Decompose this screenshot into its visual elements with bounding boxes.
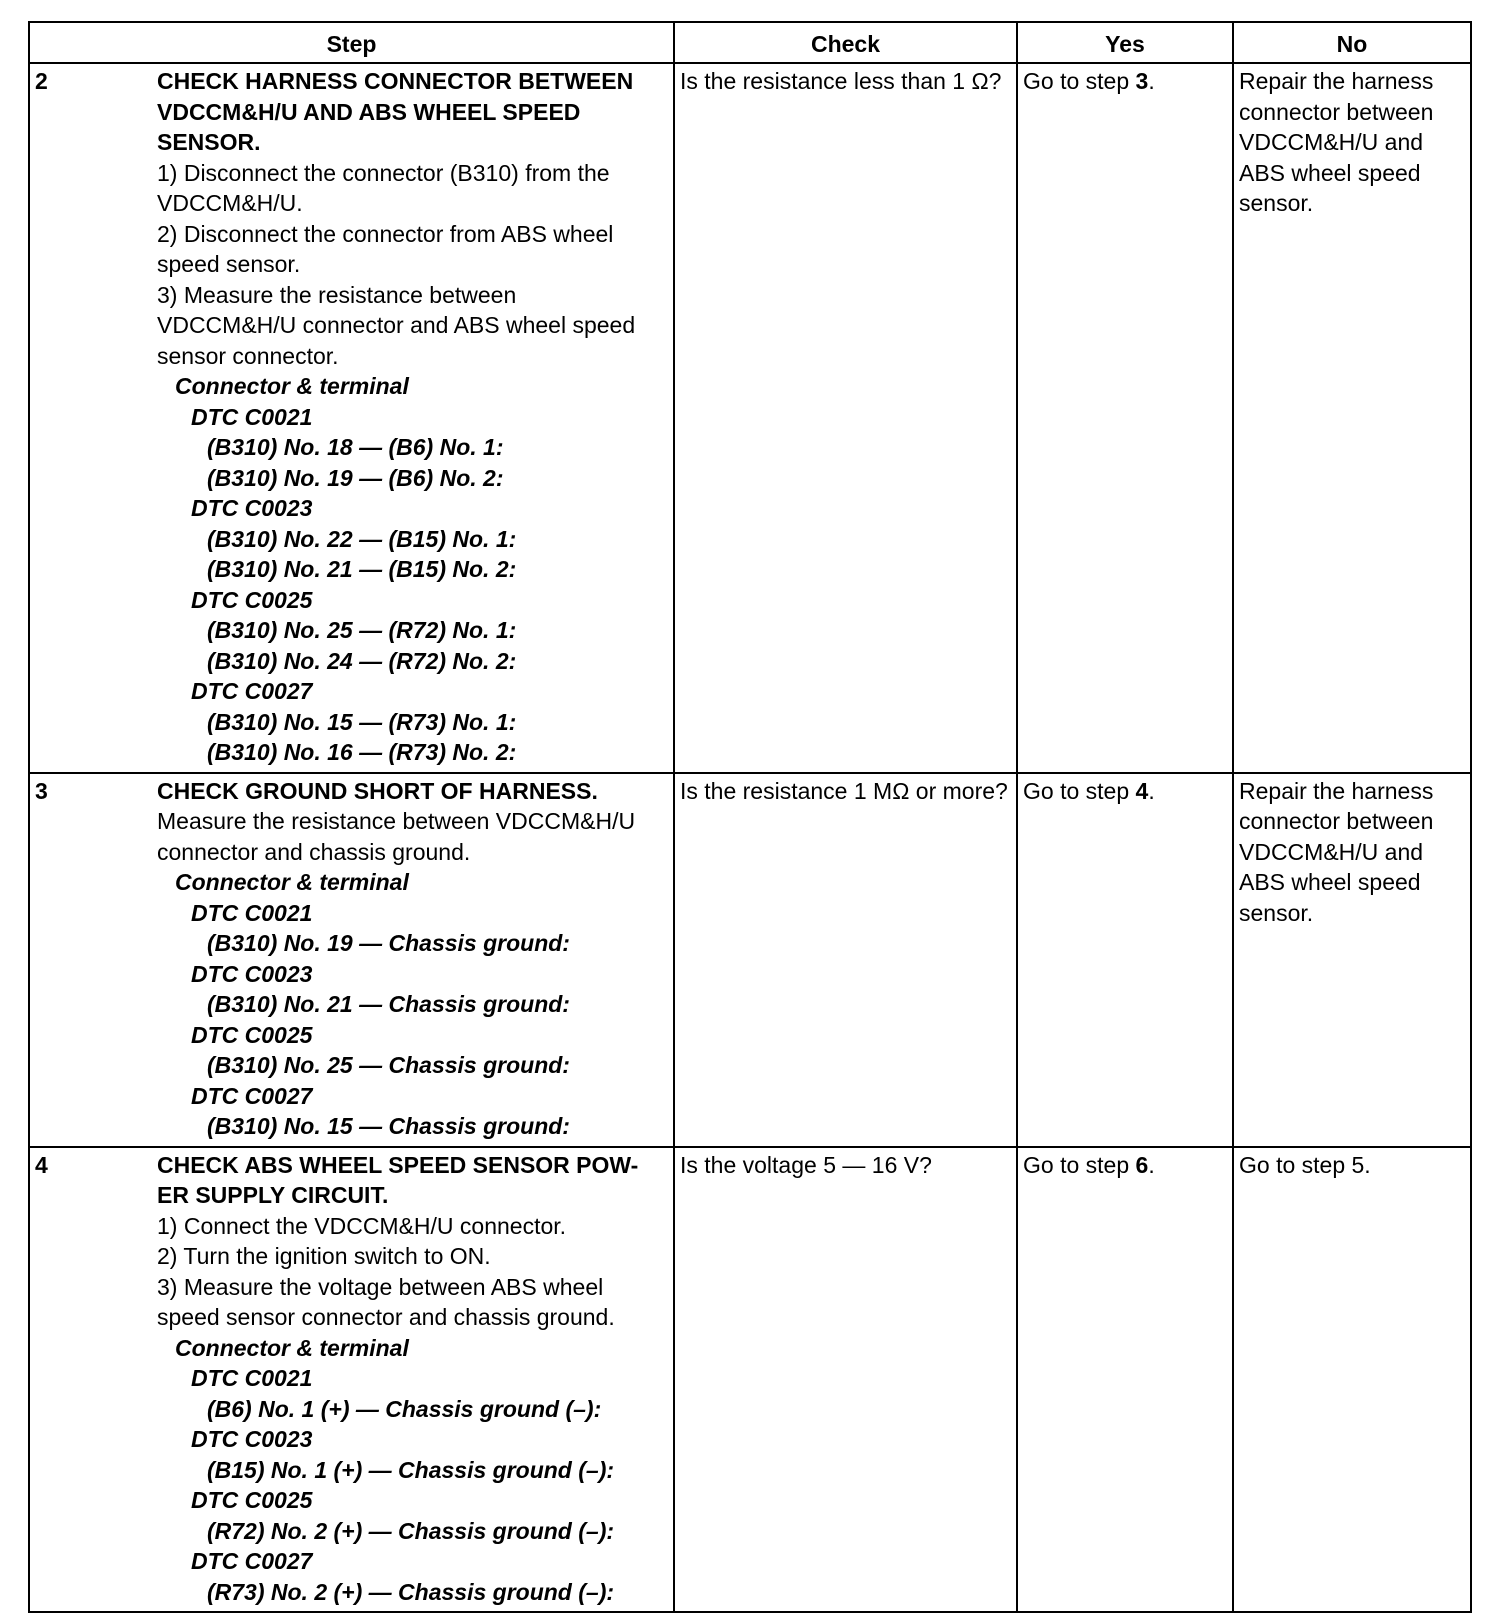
step-cell: [29, 1147, 674, 1613]
step-instruction-line: 3) Measure the voltage between ABS wheel: [157, 1273, 604, 1300]
no-line: ABS wheel speed: [1239, 869, 1421, 895]
no-line: Go to step 5.: [1239, 1151, 1371, 1178]
step-instruction-line: 2) Disconnect the connector from ABS wheel: [157, 220, 614, 247]
header-yes: Yes: [1017, 22, 1233, 63]
step-instruction-line: Measure the resistance between VDCCM&H/U: [157, 808, 636, 834]
yes-suffix: .: [1148, 777, 1155, 804]
step-number: 2: [35, 68, 48, 94]
check-cell: Is the voltage 5 — 16 V?: [674, 1147, 1017, 1613]
check-cell: Is the resistance 1 MΩ or more?: [674, 773, 1017, 1147]
dtc-code: DTC C0021: [191, 899, 313, 926]
step-title-line: CHECK HARNESS CONNECTOR BETWEEN: [157, 68, 634, 94]
connector-terminal-label: Connector & terminal: [175, 869, 409, 895]
yes-prefix: Go to step: [1023, 777, 1136, 804]
no-line: Repair the harness: [1239, 68, 1434, 94]
terminal-pair: (B15) No. 1 (+) — Chassis ground (–):: [207, 1456, 615, 1483]
step-instruction-line: sensor connector.: [157, 342, 339, 369]
step-instruction-line: 1) Disconnect the connector (B310) from the: [157, 159, 610, 186]
step-instruction-line: 3) Measure the resistance between: [157, 281, 517, 308]
terminal-pair: (R72) No. 2 (+) — Chassis ground (–):: [207, 1517, 615, 1544]
no-line: connector between: [1239, 808, 1434, 834]
terminal-pair: (B310) No. 18 — (B6) No. 1:: [207, 434, 504, 460]
no-line: ABS wheel speed: [1239, 159, 1421, 186]
step-number: 4: [35, 1151, 48, 1178]
header-row: [29, 22, 1471, 63]
step-instruction-line: connector and chassis ground.: [157, 838, 471, 865]
step-instruction-line: 2) Turn the ignition switch to ON.: [157, 1243, 491, 1269]
terminal-pair: (B310) No. 19 — (B6) No. 2:: [207, 464, 504, 491]
dtc-code: DTC C0025: [191, 586, 313, 613]
step-title-line: CHECK GROUND SHORT OF HARNESS.: [157, 777, 598, 804]
step-instruction-line: speed sensor connector and chassis ground.: [157, 1304, 615, 1330]
step-number: 3: [35, 777, 48, 804]
connector-terminal-label: Connector & terminal: [175, 373, 409, 399]
no-line: VDCCM&H/U and: [1239, 129, 1424, 155]
yes-suffix: .: [1148, 1151, 1155, 1178]
no-line: sensor.: [1239, 899, 1314, 926]
no-cell: [1233, 63, 1471, 773]
no-cell: [1233, 773, 1471, 1147]
step-cell: [29, 773, 674, 1147]
connector-terminal-label: Connector & terminal: [175, 1334, 409, 1361]
dtc-code: DTC C0023: [191, 960, 313, 987]
terminal-pair: (B310) No. 22 — (B15) No. 1:: [207, 525, 517, 552]
step-title-line: ER SUPPLY CIRCUIT.: [157, 1182, 389, 1208]
header-step: Step: [29, 22, 674, 63]
table-row: [29, 63, 1471, 773]
table-body: [29, 63, 1471, 1612]
terminal-pair: (B310) No. 21 — Chassis ground:: [207, 991, 570, 1017]
dtc-code: DTC C0025: [191, 1021, 313, 1048]
yes-cell: [1017, 1147, 1233, 1613]
diagnostic-table: [28, 21, 1472, 1613]
terminal-pair: (B310) No. 19 — Chassis ground:: [207, 930, 570, 956]
yes-step-number: 3: [1135, 68, 1149, 94]
check-cell: Is the resistance less than 1 Ω?: [674, 63, 1017, 773]
dtc-code: DTC C0025: [191, 1487, 313, 1513]
dtc-code: DTC C0021: [191, 1365, 313, 1391]
table-row: [29, 773, 1471, 1147]
no-line: VDCCM&H/U and: [1239, 838, 1424, 865]
terminal-pair: (B6) No. 1 (+) — Chassis ground (–):: [207, 1395, 602, 1422]
yes-step-number: 6: [1135, 1151, 1149, 1178]
yes-cell: [1017, 63, 1233, 773]
step-title-line: SENSOR.: [157, 129, 261, 155]
dtc-code: DTC C0023: [191, 1426, 313, 1452]
terminal-pair: (B310) No. 21 — (B15) No. 2:: [207, 556, 517, 582]
terminal-pair: (B310) No. 15 — Chassis ground:: [207, 1113, 570, 1139]
step-instruction-line: 1) Connect the VDCCM&H/U connector.: [157, 1212, 567, 1239]
step-cell: [29, 63, 674, 773]
no-line: Repair the harness: [1239, 777, 1434, 804]
yes-cell: [1017, 773, 1233, 1147]
yes-step-number: 4: [1135, 777, 1149, 804]
terminal-pair: (B310) No. 25 — (R72) No. 1:: [207, 617, 517, 643]
dtc-code: DTC C0027: [191, 1548, 313, 1574]
header-no: No: [1233, 22, 1471, 63]
dtc-code: DTC C0023: [191, 495, 313, 521]
step-content: [35, 1150, 668, 1608]
step-instruction-line: VDCCM&H/U connector and ABS wheel speed: [157, 312, 636, 338]
step-instruction-line: speed sensor.: [157, 251, 301, 277]
no-line: connector between: [1239, 98, 1434, 125]
step-title-line: CHECK ABS WHEEL SPEED SENSOR POW-: [157, 1151, 639, 1178]
step-instruction-line: VDCCM&H/U.: [157, 190, 303, 216]
yes-suffix: .: [1148, 68, 1155, 94]
terminal-pair: (B310) No. 25 — Chassis ground:: [207, 1052, 570, 1078]
table-row: [29, 1147, 1471, 1613]
yes-prefix: Go to step: [1023, 1151, 1136, 1178]
no-cell: [1233, 1147, 1471, 1613]
terminal-pair: (B310) No. 15 — (R73) No. 1:: [207, 708, 517, 735]
header-check: Check: [674, 22, 1017, 63]
dtc-code: DTC C0027: [191, 678, 313, 704]
dtc-code: DTC C0027: [191, 1082, 313, 1109]
terminal-pair: (B310) No. 24 — (R72) No. 2:: [207, 647, 517, 674]
step-content: [35, 776, 668, 1142]
dtc-code: DTC C0021: [191, 403, 313, 430]
terminal-pair: (R73) No. 2 (+) — Chassis ground (–):: [207, 1578, 615, 1605]
step-title-line: VDCCM&H/U AND ABS WHEEL SPEED: [157, 98, 581, 125]
terminal-pair: (B310) No. 16 — (R73) No. 2:: [207, 739, 517, 765]
step-content: [35, 66, 668, 768]
no-line: sensor.: [1239, 190, 1314, 216]
yes-prefix: Go to step: [1023, 68, 1136, 94]
